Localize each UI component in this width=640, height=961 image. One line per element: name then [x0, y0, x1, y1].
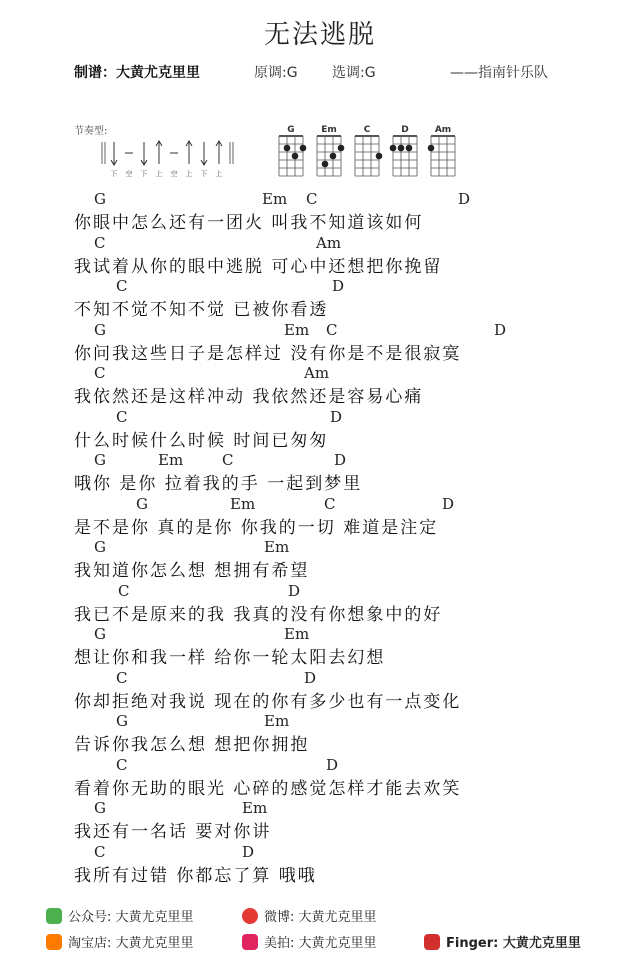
- stroke-label: 下: [110, 170, 118, 178]
- chord-symbol: Am: [304, 364, 330, 382]
- chord-symbol: Em: [242, 799, 268, 817]
- chord-symbol: Em: [262, 190, 288, 208]
- rhythm-stroke: [125, 153, 133, 178]
- lyric-text: 什么时候什么时候 时间已匆匆: [74, 430, 329, 451]
- chord-symbol: C: [222, 451, 234, 469]
- stroke-label: 下: [200, 170, 208, 178]
- chord-symbol: D: [304, 668, 317, 687]
- chord-diagram: [428, 125, 455, 176]
- chord-diagram-label: Am: [434, 125, 452, 135]
- chord-symbol: G: [116, 712, 128, 730]
- stroke-label: 下: [140, 170, 148, 178]
- chosen-key: 选调:G: [332, 65, 376, 81]
- chord-symbol: D: [288, 581, 301, 600]
- rhythm-stroke: [141, 142, 148, 178]
- chord-symbol: D: [242, 842, 255, 861]
- lyric-text: 看着你无助的眼光 心碎的感觉怎样才能去欢笑: [74, 778, 462, 799]
- chord-diagram: [317, 125, 344, 176]
- chord-diagram: [279, 125, 306, 176]
- chord-symbol: D: [442, 494, 455, 513]
- chord-symbol: D: [458, 190, 471, 208]
- lyric-text: 你问我这些日子是怎样过 没有你是不是很寂寞: [74, 343, 462, 364]
- chord-symbol: D: [332, 277, 345, 295]
- footer-finger: [424, 932, 581, 951]
- meipai-icon: [242, 934, 258, 950]
- chord-symbol: G: [136, 494, 148, 513]
- rhythm-label: 节奏型:: [74, 126, 108, 137]
- chord-symbol: C: [118, 581, 130, 600]
- chord-diagrams: [275, 124, 475, 180]
- chord-symbol: Em: [264, 712, 290, 730]
- chord-symbol: C: [94, 364, 106, 382]
- chord-diagram-label: C: [363, 125, 371, 135]
- lyric-text: 是不是你 真的是你 你我的一切 难道是注定: [74, 517, 439, 538]
- stroke-label: 上: [185, 170, 193, 178]
- wechat-icon: [46, 908, 62, 924]
- rhythm-stroke: [170, 153, 178, 178]
- weibo-icon: [242, 908, 258, 924]
- chord-symbol: D: [334, 451, 347, 469]
- rhythm-stroke: [201, 142, 208, 178]
- chord-symbol: Em: [284, 320, 310, 339]
- chord-symbol: G: [94, 799, 106, 817]
- footer-wechat: [46, 906, 194, 925]
- chord-symbol: C: [116, 755, 128, 774]
- meipai-text: 美拍: 大黄尤克里里: [264, 936, 377, 951]
- original-key: 原调:G: [254, 65, 298, 81]
- chord-symbol: Em: [158, 451, 184, 469]
- stroke-label: 上: [215, 170, 223, 178]
- chord-symbol: C: [116, 407, 128, 426]
- chord-symbol: C: [306, 190, 318, 208]
- lyric-text: 我依然还是这样冲动 我依然还是容易心痛: [74, 387, 424, 407]
- wechat-text: 公众号: 大黄尤克里里: [68, 910, 194, 925]
- chord-symbol: Em: [284, 625, 310, 643]
- chord-symbol: C: [324, 494, 336, 513]
- chord-diagram-label: D: [401, 125, 409, 135]
- lyric-text: 我所有过错 你都忘了算 哦哦: [74, 865, 317, 886]
- footer-taobao: [46, 932, 194, 951]
- lyric-text: 我还有一名话 要对你讲: [74, 822, 272, 842]
- lyric-text: 我知道你怎么想 想拥有希望: [74, 561, 310, 581]
- chord-symbol: G: [94, 538, 106, 556]
- chord-symbol: D: [494, 320, 507, 339]
- finger-text: Finger: 大黄尤克里里: [446, 936, 581, 951]
- chord-symbol: C: [116, 668, 128, 687]
- chord-symbol: D: [326, 755, 339, 774]
- taobao-icon: [46, 934, 62, 950]
- lyric-text: 你眼中怎么还有一团火 叫我不知道该如何: [74, 213, 424, 233]
- lyric-text: 想让你和我一样 给你一轮太阳去幻想: [74, 648, 386, 668]
- chord-diagram: [355, 125, 382, 176]
- chord-diagram-label: G: [287, 125, 295, 135]
- chord-symbol: G: [94, 625, 106, 643]
- footer-weibo: [242, 906, 377, 925]
- artist-credit: ——指南针乐队: [450, 65, 548, 81]
- song-title: 无法逃脱: [263, 20, 376, 50]
- lyric-text: 我已不是原来的我 我真的没有你想象中的好: [74, 604, 443, 625]
- chord-symbol: C: [116, 277, 128, 295]
- chord-symbol: Am: [316, 233, 342, 252]
- lyric-text: 哦你 是你 拉着我的手 一起到梦里: [74, 474, 363, 494]
- chord-symbol: C: [94, 233, 106, 252]
- rhythm-stroke: [156, 141, 163, 178]
- chord-symbol: Em: [264, 538, 290, 556]
- chord-diagram: [390, 125, 417, 176]
- chord-symbol: C: [94, 842, 106, 861]
- stroke-label: 上: [155, 170, 163, 178]
- weibo-text: 微博: 大黄尤克里里: [264, 910, 377, 925]
- lyric-text: 不知不觉不知不觉 已被你看透: [74, 300, 329, 320]
- chord-symbol: G: [94, 320, 106, 339]
- chord-symbol: C: [326, 320, 338, 339]
- rhythm-stroke: [111, 142, 118, 178]
- taobao-text: 淘宝店: 大黄尤克里里: [68, 936, 194, 951]
- rhythm-pattern: [100, 136, 240, 180]
- arranger-credit: 制谱：大黄尤克里里: [74, 65, 200, 81]
- chord-diagram-label: Em: [321, 125, 337, 135]
- lyric-text: 你却拒绝对我说 现在的你有多少也有一点变化: [74, 691, 462, 712]
- finger-icon: [424, 934, 440, 950]
- stroke-label: 空: [170, 170, 178, 178]
- rhythm-stroke: [216, 141, 223, 178]
- rhythm-stroke: [186, 141, 193, 178]
- chord-symbol: G: [94, 451, 106, 469]
- lyric-text: 告诉你我怎么想 想把你拥抱: [74, 735, 310, 755]
- stroke-label: 空: [125, 170, 133, 178]
- lyric-text: 我试着从你的眼中逃脱 可心中还想把你挽留: [74, 256, 443, 277]
- chord-symbol: Em: [230, 494, 256, 513]
- footer-meipai: [242, 932, 377, 951]
- chord-symbol: G: [94, 190, 106, 208]
- chord-symbol: D: [330, 407, 343, 426]
